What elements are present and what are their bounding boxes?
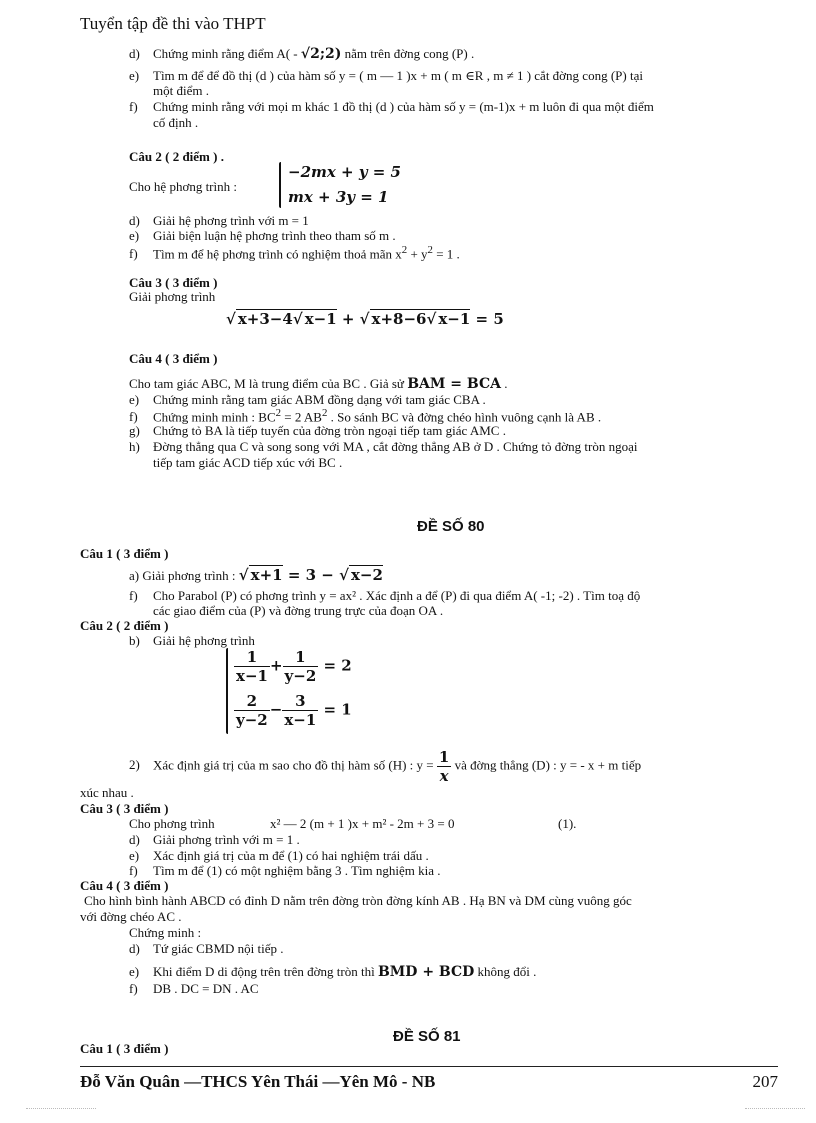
item-h-cont: tiếp tam giác ACD tiếp xúc với BC . — [153, 455, 343, 470]
rhs: = 1 — [323, 700, 352, 719]
item-text: = 2 AB — [281, 409, 322, 425]
item-label: e) — [129, 68, 140, 83]
problem-text: Cho hình bình hành ABCD có đỉnh D nằm trên đờng tròn đờng kính AB . Hạ BN và DM cùng vuông góc — [84, 893, 632, 908]
item-text: nằm trên đờng cong (P) . — [344, 46, 475, 61]
item-label: f) — [129, 99, 138, 114]
item-text: Khi điểm D di động trên trên đờng tròn thì — [153, 964, 375, 979]
footer-dots — [26, 1108, 96, 1109]
system-eq2 — [234, 692, 352, 729]
item-text: Tứ giác CBMD nội tiếp . — [153, 941, 284, 956]
question-heading: Câu 1 ( 3 điểm ) — [80, 1041, 169, 1056]
document-header: Tuyển tập đề thi vào THPT — [80, 14, 266, 33]
eq-part: x−2 — [350, 566, 383, 584]
system-brace — [279, 162, 281, 208]
item-label: f) — [129, 409, 138, 425]
item-d — [129, 941, 284, 957]
item-e — [129, 228, 396, 244]
point-math: √2;2) — [300, 46, 342, 62]
item-label: d) — [129, 941, 140, 956]
item-e — [129, 964, 536, 980]
item-text: Tìm m để hệ phơng trình có nghiệm thoả mãn x — [153, 246, 402, 262]
item-text: Giải phơng trình với m = 1 . — [153, 832, 300, 847]
system-eq2: mx + 3y = 1 — [288, 188, 389, 206]
item-label: f) — [129, 981, 138, 996]
item-text: Chứng minh rằng tam giác ABM đồng dạng với tam giác CBA . — [153, 392, 486, 407]
item-text: DB . DC = DN . AC — [153, 981, 259, 996]
item-label: h) — [129, 439, 140, 454]
eq-part: x+1 — [250, 566, 283, 584]
system-eq1 — [234, 648, 352, 685]
problem-intro: Cho tam giác ABC, M là trung điểm của BC . Giả sử BAM = BCA . — [129, 376, 508, 392]
item-text: Chứng minh minh : BC — [153, 409, 276, 425]
denominator: x — [439, 767, 449, 785]
item-text: = 1 . — [432, 246, 460, 262]
item-text: Giải biện luận hệ phơng trình theo tham số m . — [153, 228, 396, 243]
numerator: 1 — [283, 648, 319, 667]
equation-number: (1). — [558, 816, 577, 831]
superscript: 2 — [275, 407, 282, 419]
item-f — [129, 981, 259, 997]
item-label: f) — [129, 246, 138, 262]
item-f-cont: cố định . — [153, 115, 199, 130]
radical-equation: √ x+3−4√ x−1 + √ x+8−6√ x−1 = 5 — [226, 310, 504, 328]
system-brace — [226, 648, 228, 734]
denominator: y−2 — [236, 711, 268, 729]
question-heading: Câu 3 ( 3 điểm ) — [129, 275, 218, 290]
item-text: không đổi . — [477, 964, 537, 979]
question-heading: Câu 4 ( 3 điểm ) — [129, 351, 218, 366]
eq-part: = 3 − — [287, 566, 334, 584]
item-label: e) — [129, 964, 140, 979]
item-text: Xác định giá trị của m để (1) có hai nghiệm trái dấu . — [153, 848, 429, 863]
exam-title: ĐỀ SỐ 81 — [393, 1028, 461, 1045]
item-label: g) — [129, 423, 140, 438]
item-label: 2) — [129, 757, 140, 773]
item-text: Đờng thẳng qua C và song song với MA , cắt đờng thẳng AB ở D . Chứng tỏ đờng tròn ngoại — [153, 439, 638, 454]
item-a: a) Giải phơng trình : √ x+1 = 3 − √ x−2 — [129, 566, 383, 584]
denominator: x−1 — [236, 667, 268, 685]
item-2-cont: xúc nhau . — [80, 785, 134, 800]
page-number: 207 — [752, 1072, 778, 1091]
item-e — [129, 68, 643, 84]
eq-part: x−1 — [304, 310, 337, 328]
item-label: f) — [129, 863, 138, 878]
denominator: x−1 — [284, 711, 317, 729]
footer-author: Đỗ Văn Quân —THCS Yên Thái —Yên Mô - NB — [80, 1072, 436, 1091]
item-text: Xác định giá trị của m sao cho đồ thị hàm số (H) : y = — [153, 757, 434, 773]
system-intro: Cho hệ phơng trình : — [129, 179, 237, 194]
item-label: d) — [129, 832, 140, 847]
angle-sum: BMD + BCD — [377, 964, 475, 980]
item-text: Chứng minh rằng điểm A( - — [153, 46, 298, 61]
problem-text: với đờng chéo AC . — [80, 909, 182, 924]
item-text: Giải phơng trình : — [142, 568, 236, 583]
eq-part: x+8−6 — [371, 310, 427, 328]
exam-title: ĐỀ SỐ 80 — [417, 518, 485, 535]
item-text: Tìm m để (1) có một nghiệm bằng 3 . Tìm nghiệm kia . — [153, 863, 441, 878]
item-f — [129, 99, 654, 115]
item-text: Giải hệ phơng trình với m = 1 — [153, 213, 309, 228]
item-f — [129, 244, 460, 262]
operator: + — [269, 656, 283, 675]
item-h — [129, 439, 637, 455]
item-e-cont: một điểm . — [153, 83, 209, 98]
item-text: Giải hệ phơng trình — [153, 633, 255, 648]
numerator: 3 — [282, 692, 318, 711]
angle-equation: BAM = BCA — [407, 376, 501, 392]
item-b — [129, 633, 255, 649]
eq-part: x−1 — [438, 310, 471, 328]
system-eq1: −2mx + y = 5 — [288, 163, 401, 181]
item-d — [129, 213, 309, 229]
denominator: y−2 — [284, 667, 317, 685]
item-label: e) — [129, 392, 140, 407]
eq-part: = 5 — [475, 310, 504, 328]
item-label: d) — [129, 46, 140, 61]
item-text: . So sánh BC và đờng chéo hình vuông cạnh là AB . — [327, 409, 602, 425]
question-heading: Câu 1 ( 3 điểm ) — [80, 546, 169, 561]
item-d — [129, 832, 300, 848]
superscript: 2 — [427, 244, 433, 256]
numerator: 2 — [234, 692, 270, 711]
item-2 — [129, 748, 641, 785]
item-f — [129, 863, 441, 879]
operator: − — [269, 700, 283, 719]
superscript: 2 — [321, 407, 328, 419]
item-d — [129, 46, 474, 62]
item-label: e) — [129, 228, 140, 243]
rhs: = 2 — [323, 656, 352, 675]
item-text: Cho Parabol (P) có phơng trình y = ax² . Xác định a để (P) đi qua điểm A( -1; -2) . Tìm toạ độ — [153, 588, 641, 603]
prove-label: Chứng minh : — [129, 925, 202, 940]
footer-rule — [80, 1066, 778, 1067]
item-g — [129, 423, 506, 439]
quadratic-equation: x² — 2 (m + 1 )x + m² - 2m + 3 = 0 — [270, 816, 455, 831]
item-f — [129, 588, 640, 604]
question-heading: Câu 4 ( 3 điểm ) — [80, 878, 169, 893]
numerator: 1 — [438, 748, 450, 766]
item-text: Cho tam giác ABC, M là trung điểm của BC . Giả sử — [129, 376, 404, 391]
item-text: và đờng thẳng (D) : y = - x + m tiếp — [454, 757, 642, 773]
equation-intro: Giải phơng trình — [129, 289, 216, 304]
eq-part: x+3−4 — [237, 310, 293, 328]
question-heading: Câu 2 ( 2 điểm ) . — [129, 149, 224, 164]
item-label: b) — [129, 633, 140, 648]
item-text: + y — [407, 246, 428, 262]
item-label: f) — [129, 588, 138, 603]
footer-dots — [745, 1108, 805, 1109]
item-e — [129, 392, 486, 408]
superscript: 2 — [401, 244, 408, 256]
numerator: 1 — [234, 648, 270, 667]
item-label: a) — [129, 568, 140, 583]
item-text: Chứng minh rằng với mọi m khác 1 đồ thị (d ) của hàm số y = (m-1)x + m luôn đi qua một điểm — [153, 99, 654, 114]
item-text: Chứng tỏ BA là tiếp tuyến của đờng tròn ngoại tiếp tam giác AMC . — [153, 423, 506, 438]
item-f-cont: các giao điểm của (P) và đờng trung trực của đoạn OA . — [153, 603, 444, 618]
equation-intro: Cho phơng trình — [129, 816, 215, 831]
question-heading: Câu 2 ( 2 điểm ) — [80, 618, 169, 633]
item-label: e) — [129, 848, 140, 863]
question-heading: Câu 3 ( 3 điểm ) — [80, 801, 169, 816]
item-e — [129, 848, 429, 864]
item-label: d) — [129, 213, 140, 228]
item-text: Tìm m để để đồ thị (d ) của hàm số y = ( m — 1 )x + m ( m ∈R , m ≠ 1 ) cắt đờng cong (P) tại — [153, 68, 643, 83]
